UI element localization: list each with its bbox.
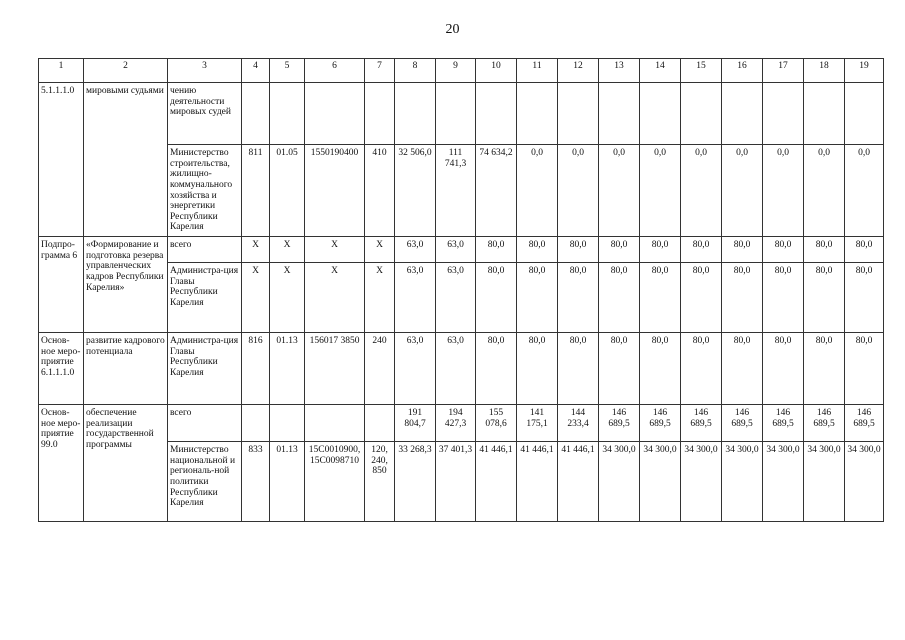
table-cell: 156017 3850 (305, 333, 365, 405)
table-cell: 63,0 (436, 237, 476, 263)
header-cell: 11 (517, 59, 558, 83)
table-cell: 111 741,3 (436, 145, 476, 237)
table-cell: «Формирование и подготовка резерва управленческих кадров Республики Карелия» (84, 237, 168, 333)
table-cell: X (305, 263, 365, 333)
header-cell: 15 (681, 59, 722, 83)
table-cell: 80,0 (722, 333, 763, 405)
table-cell (305, 83, 365, 145)
table-cell (599, 83, 640, 145)
table-cell (365, 83, 395, 145)
table-cell: 0,0 (763, 145, 804, 237)
table-cell: 194 427,3 (436, 405, 476, 442)
table-cell: 0,0 (640, 145, 681, 237)
table-cell: 63,0 (395, 237, 436, 263)
table-cell: 240 (365, 333, 395, 405)
table-cell: всего (168, 237, 242, 263)
table-cell: 80,0 (845, 237, 884, 263)
table-cell (242, 83, 270, 145)
header-row (39, 59, 884, 83)
table-cell: 80,0 (517, 237, 558, 263)
table-cell: 80,0 (599, 237, 640, 263)
table-cell: 80,0 (517, 333, 558, 405)
table-cell: X (242, 263, 270, 333)
table-cell: 80,0 (640, 237, 681, 263)
table-cell: 146 689,5 (681, 405, 722, 442)
table-row (39, 333, 884, 405)
table-cell: 141 175,1 (517, 405, 558, 442)
table-cell: 80,0 (804, 263, 845, 333)
header-cell: 17 (763, 59, 804, 83)
table-cell: 32 506,0 (395, 145, 436, 237)
table-cell: 146 689,5 (845, 405, 884, 442)
header-cell: 12 (558, 59, 599, 83)
header-cell: 10 (476, 59, 517, 83)
table-cell: X (270, 237, 305, 263)
table-cell: Подпро-грамма 6 (39, 237, 84, 333)
table-cell: 0,0 (558, 145, 599, 237)
header-cell: 8 (395, 59, 436, 83)
table-cell: 0,0 (804, 145, 845, 237)
table-cell: 80,0 (640, 333, 681, 405)
table-cell: 80,0 (558, 333, 599, 405)
table-cell: 833 (242, 442, 270, 522)
page-number: 20 (445, 22, 460, 37)
budget-table (38, 58, 884, 522)
table-cell: 80,0 (558, 263, 599, 333)
table-cell: всего (168, 405, 242, 442)
table-cell: 80,0 (763, 263, 804, 333)
table-cell: Администра-ция Главы Республики Карелия (168, 333, 242, 405)
table-cell (436, 83, 476, 145)
table-cell: Администра-ция Главы Республики Карелия (168, 263, 242, 333)
header-cell: 13 (599, 59, 640, 83)
table-cell: 80,0 (681, 237, 722, 263)
table-cell: Основ-ное меро-приятие 99.0 (39, 405, 84, 522)
table-cell: 80,0 (763, 237, 804, 263)
table-cell: Основ-ное меро-приятие 6.1.1.1.0 (39, 333, 84, 405)
table-cell: 63,0 (436, 263, 476, 333)
table-cell: 146 689,5 (763, 405, 804, 442)
table-cell: X (270, 263, 305, 333)
table-cell: 34 300,0 (599, 442, 640, 522)
table-cell (270, 83, 305, 145)
table-cell: 0,0 (681, 145, 722, 237)
table-cell: 34 300,0 (763, 442, 804, 522)
table-cell: 146 689,5 (804, 405, 845, 442)
header-cell: 18 (804, 59, 845, 83)
table-cell (681, 83, 722, 145)
table-cell: 146 689,5 (640, 405, 681, 442)
table-cell: 74 634,2 (476, 145, 517, 237)
table-cell: 80,0 (722, 237, 763, 263)
table-cell: 1550190400 (305, 145, 365, 237)
table-row (39, 237, 884, 263)
table-cell: 0,0 (599, 145, 640, 237)
table-cell: 80,0 (763, 333, 804, 405)
table-cell: 63,0 (436, 333, 476, 405)
table-cell: развитие кадрового потенциала (84, 333, 168, 405)
header-cell: 2 (84, 59, 168, 83)
table-cell: чению деятельности мировых судей (168, 83, 242, 145)
table-cell (722, 83, 763, 145)
table-cell: 80,0 (599, 333, 640, 405)
table-cell: X (242, 237, 270, 263)
table-cell: 5.1.1.1.0 (39, 83, 84, 237)
table-cell: 144 233,4 (558, 405, 599, 442)
header-cell: 14 (640, 59, 681, 83)
table-cell: мировыми судьями (84, 83, 168, 237)
table-cell: 80,0 (804, 237, 845, 263)
table-cell: 146 689,5 (722, 405, 763, 442)
table-cell: 33 268,3 (395, 442, 436, 522)
table-cell: 34 300,0 (640, 442, 681, 522)
table-cell: 37 401,3 (436, 442, 476, 522)
table-cell (763, 83, 804, 145)
table-cell (365, 405, 395, 442)
header-cell: 4 (242, 59, 270, 83)
table-cell: 80,0 (845, 263, 884, 333)
table-cell: 01.13 (270, 333, 305, 405)
header-cell: 9 (436, 59, 476, 83)
table-cell: 811 (242, 145, 270, 237)
table-cell: 80,0 (722, 263, 763, 333)
table-cell: X (305, 237, 365, 263)
table-cell: 15С0010900, 15С0098710 (305, 442, 365, 522)
table-cell: 80,0 (599, 263, 640, 333)
table-cell: 63,0 (395, 263, 436, 333)
header-cell: 19 (845, 59, 884, 83)
table-cell: 80,0 (845, 333, 884, 405)
table-row (39, 83, 884, 145)
table-cell: 80,0 (476, 263, 517, 333)
table-cell: 80,0 (681, 333, 722, 405)
table-cell: X (365, 263, 395, 333)
table-cell: 41 446,1 (476, 442, 517, 522)
table-cell: 80,0 (476, 237, 517, 263)
table-cell (270, 405, 305, 442)
table-cell: 80,0 (804, 333, 845, 405)
table-cell: 0,0 (845, 145, 884, 237)
table-cell: 01.13 (270, 442, 305, 522)
table-cell: 34 300,0 (681, 442, 722, 522)
table-cell: 0,0 (722, 145, 763, 237)
header-cell: 3 (168, 59, 242, 83)
table-row (39, 405, 884, 442)
table-cell: 80,0 (558, 237, 599, 263)
table-cell (395, 83, 436, 145)
table-cell: 191 804,7 (395, 405, 436, 442)
table-cell (558, 83, 599, 145)
table-cell: 34 300,0 (845, 442, 884, 522)
header-cell: 7 (365, 59, 395, 83)
table-cell: 01.05 (270, 145, 305, 237)
table-cell: 816 (242, 333, 270, 405)
table-cell: 80,0 (517, 263, 558, 333)
table-cell: 34 300,0 (722, 442, 763, 522)
table-cell (517, 83, 558, 145)
table-cell (305, 405, 365, 442)
table-cell: 41 446,1 (558, 442, 599, 522)
table-cell: 0,0 (517, 145, 558, 237)
table-cell: 41 446,1 (517, 442, 558, 522)
table-cell: 63,0 (395, 333, 436, 405)
header-cell: 6 (305, 59, 365, 83)
header-cell: 1 (39, 59, 84, 83)
header-cell: 5 (270, 59, 305, 83)
table-cell: 410 (365, 145, 395, 237)
table-cell: Министерство национальной и региональ-ной политики Республики Карелия (168, 442, 242, 522)
table-cell: X (365, 237, 395, 263)
header-cell: 16 (722, 59, 763, 83)
table-cell: Министерство строительства, жилищно-коммунального хозяйства и энергетики Республики Карелия (168, 145, 242, 237)
table-cell (640, 83, 681, 145)
table-cell: 34 300,0 (804, 442, 845, 522)
table-cell: 146 689,5 (599, 405, 640, 442)
table-cell: обеспечение реализации государственной программы (84, 405, 168, 522)
table-cell (804, 83, 845, 145)
table-cell: 120, 240, 850 (365, 442, 395, 522)
table-cell (242, 405, 270, 442)
table-cell: 80,0 (476, 333, 517, 405)
table-cell: 80,0 (640, 263, 681, 333)
table-cell (476, 83, 517, 145)
table-cell: 155 078,6 (476, 405, 517, 442)
table-cell: 80,0 (681, 263, 722, 333)
table-cell (845, 83, 884, 145)
